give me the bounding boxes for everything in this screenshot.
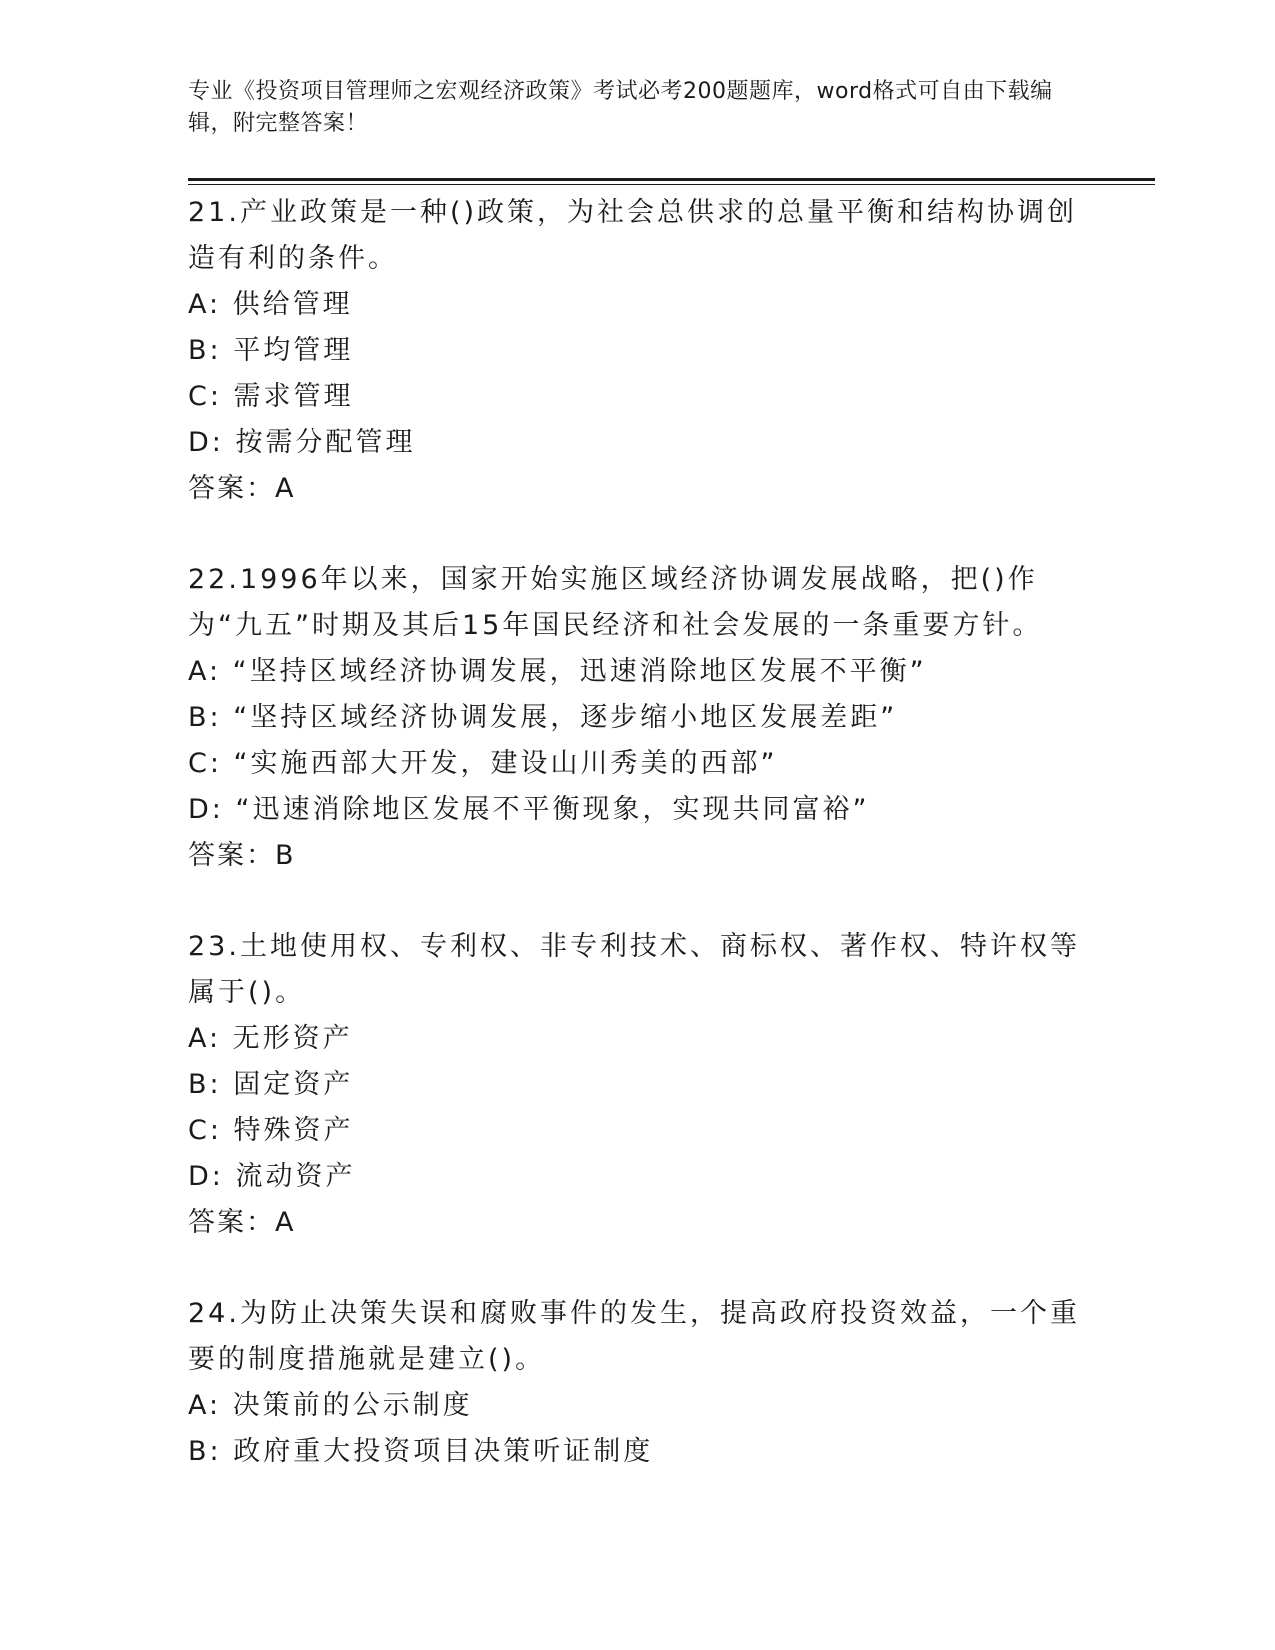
option-a: A: 供给管理 <box>188 289 353 320</box>
question-stem: 24.为防止决策失误和腐败事件的发生，提高政府投资效益，一个重要的制度措施就是建立()。 <box>188 1298 1080 1375</box>
option-c: C: 需求管理 <box>188 381 354 412</box>
option-a: A: “坚持区域经济协调发展，迅速消除地区发展不平衡” <box>188 656 927 687</box>
option-d: D: 按需分配管理 <box>188 427 416 458</box>
question-stem: 23.土地使用权、专利权、非专利技术、商标权、著作权、特许权等属于()。 <box>188 931 1080 1008</box>
answer-line: 答案：B <box>188 840 296 871</box>
answer-line: 答案：A <box>188 473 296 504</box>
question-stem: 21.产业政策是一种()政策，为社会总供求的总量平衡和结构协调创造有利的条件。 <box>188 197 1078 274</box>
question-21 <box>188 190 1088 512</box>
option-b: B: 平均管理 <box>188 335 354 366</box>
option-d: D: 流动资产 <box>188 1161 356 1192</box>
question-23 <box>188 924 1088 1246</box>
option-b: B: “坚持区域经济协调发展，逐步缩小地区发展差距” <box>188 702 898 733</box>
option-a: A: 决策前的公示制度 <box>188 1390 473 1421</box>
option-b: B: 政府重大投资项目决策听证制度 <box>188 1436 654 1467</box>
header-divider-thin <box>188 184 1155 185</box>
question-22 <box>188 557 1088 879</box>
question-24 <box>188 1291 1088 1475</box>
option-d: D: “迅速消除地区发展不平衡现象，实现共同富裕” <box>188 794 870 825</box>
question-stem: 22.1996年以来，国家开始实施区域经济协调发展战略，把()作为“九五”时期及其后15年国民经济和社会发展的一条重要方针。 <box>188 564 1043 641</box>
question-list <box>188 190 1088 1520</box>
option-c: C: 特殊资产 <box>188 1115 354 1146</box>
document-header: 专业《投资项目管理师之宏观经济政策》考试必考200题题库，word格式可自由下载编辑，附完整答案！ <box>188 79 1053 136</box>
option-b: B: 固定资产 <box>188 1069 354 1100</box>
header-divider-thick <box>188 178 1155 181</box>
option-a: A: 无形资产 <box>188 1023 353 1054</box>
option-c: C: “实施西部大开发，建设山川秀美的西部” <box>188 748 778 779</box>
answer-line: 答案：A <box>188 1207 296 1238</box>
